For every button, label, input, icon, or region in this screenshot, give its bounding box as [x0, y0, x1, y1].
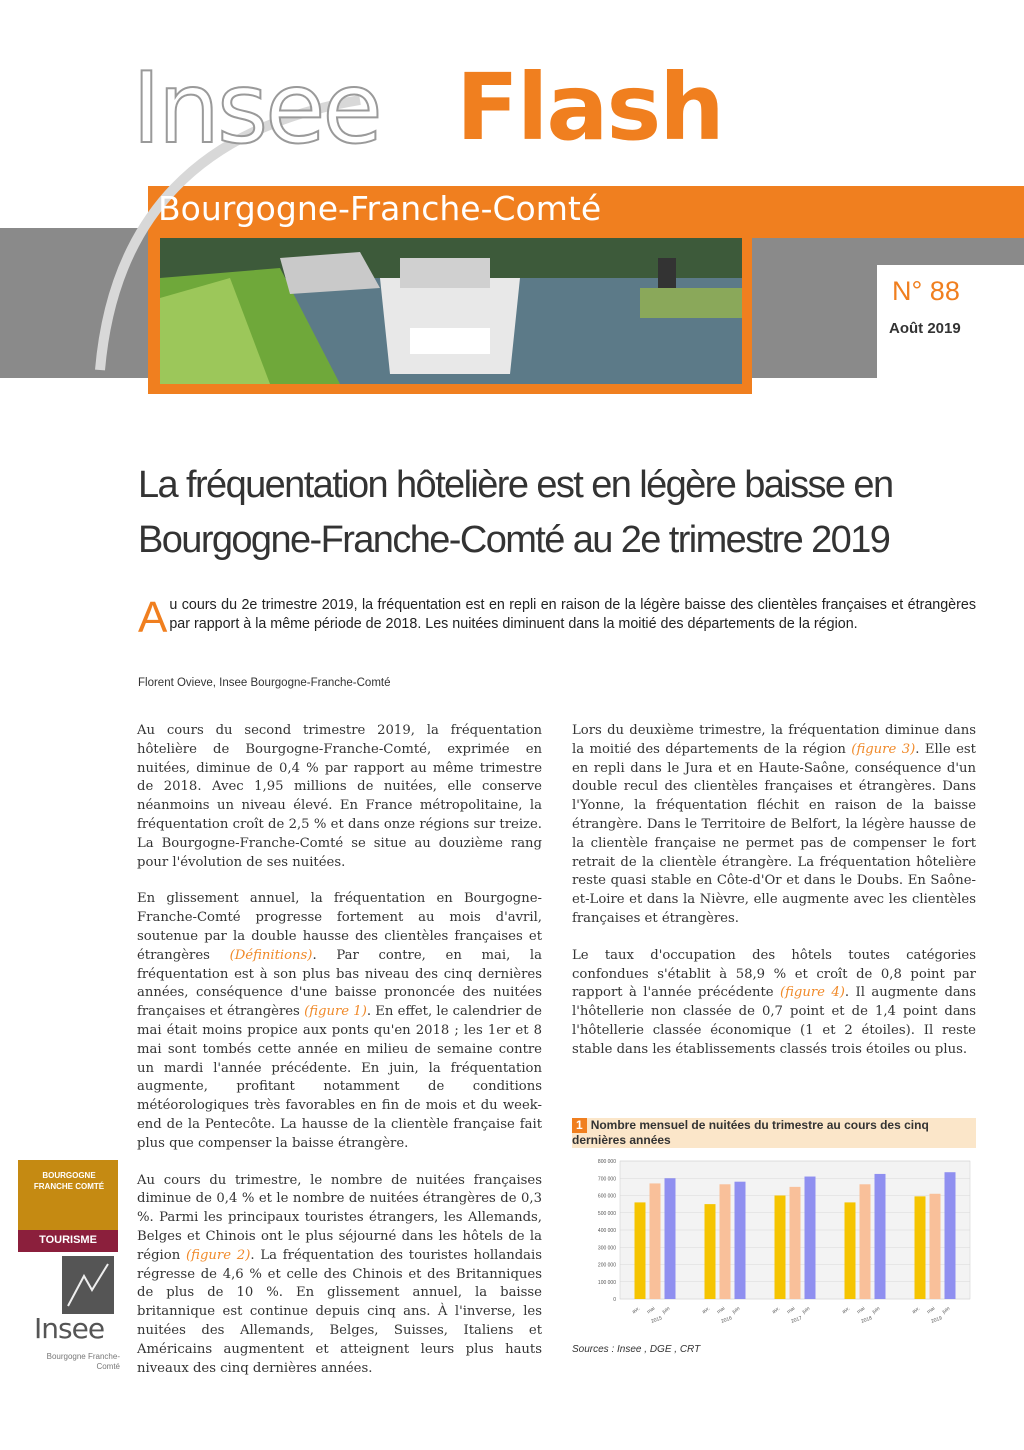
- group-label: 2018: [860, 1315, 873, 1325]
- paragraph-text: . Par contre, en mai, la fréquentation est à son plus bas niveau des cinq dernières années, conséquence d'une baisse prononcée des nuitées françaises et étrangères: [137, 947, 543, 1020]
- x-tick-label: juin: [941, 1305, 952, 1316]
- article-lead: [138, 593, 976, 642]
- paragraph-text: . Il augmente dans l'hôtellerie non classée de 0,7 point et de 1,4 point dans l'hôtellerie classée économique (1 et 2 étoiles). Il reste stable dans les établissements classés trois étoiles ou plus.: [572, 985, 977, 1057]
- bar: [915, 1196, 926, 1299]
- y-tick-label: 800 000: [597, 1159, 616, 1165]
- y-tick-label: 400 000: [597, 1228, 616, 1234]
- paragraph-text: . Elle est en repli dans le Jura et en Haute-Saône, conséquence d'un double recul des clientèles françaises et étrangères. Dans l'Yonne, la fréquentation fléchit en raison de la baisse étrangère. Dans le Territoire de Belfort, la légère hausse de la clientèle française ne permet pas de compenser le fort retrait de la clientèle étrangère. La fréquentation hôtelière reste quasi stable en Côte-d'Or et dans le Doubs. En Saône-et-Loire et dans la Nièvre, elle augmente avec les clientèles françaises et étrangères.: [572, 741, 976, 926]
- insee-logo-word: Insee: [34, 1312, 105, 1345]
- paragraph-text: Au cours du trimestre, le nombre de nuitées françaises diminue de 0,4 % et le nombre de nuitées étrangères de 0,3 %. Parmi les principaux touristes étrangers, les Allemands, Belges et Chinois ont le plus séjourné dans les hôtels de la région: [137, 1172, 542, 1263]
- article-title: La fréquentation hôtelière est en légère baisse en Bourgogne-Franche-Comté au 2e trimestre 2019: [138, 464, 893, 561]
- article-author: Florent Ovieve, Insee Bourgogne-Franche-Comté: [138, 677, 391, 689]
- insee-logo-subtitle: Bourgogne Franche-Comté: [46, 1352, 120, 1371]
- x-tick-label: avr.: [631, 1305, 642, 1316]
- bar-chart: [572, 1155, 976, 1335]
- paragraph: Au cours du second trimestre 2019, la fréquentation hôtelière de Bourgogne-Franche-Comté, exprimée en nuitées, diminue de 0,4 % par rapport au même trimestre de 2018. Avec 1,95 millions de nuitées, elle conserve néanmoins un niveau élevé. En France métropolitaine, la fréquentation croît de 2,5 % et dans onze régions sur treize. La Bourgogne-Franche-Comté se situe au douzième rang pour l'évolution de ses nuitées.: [137, 723, 542, 870]
- x-tick-label: avr.: [911, 1305, 922, 1316]
- x-tick-label: mai: [786, 1305, 797, 1316]
- figure-source: Sources : Insee , DGE , CRT: [572, 1344, 701, 1355]
- figure-4-link[interactable]: (figure 4): [779, 985, 845, 1001]
- bar: [860, 1184, 871, 1299]
- brand-insee: Insee: [132, 52, 380, 166]
- cover-photo: [160, 238, 742, 384]
- paragraph: [572, 722, 976, 929]
- bar: [775, 1196, 786, 1300]
- x-tick-label: mai: [926, 1305, 937, 1316]
- lead-dropcap: A: [138, 593, 168, 642]
- body-column-right: [572, 722, 976, 1078]
- region-name: Bourgogne-Franche-Comté: [158, 189, 602, 228]
- y-tick-label: 500 000: [597, 1210, 616, 1217]
- paragraph-text: Lors du deuxième trimestre, la fréquentation diminue dans la moitié des départements de la région: [572, 723, 976, 757]
- bfc-logo-text: BOURGOGNE FRANCHE COMTÉ: [33, 1171, 105, 1191]
- x-tick-label: juin: [661, 1305, 672, 1316]
- y-tick-label: 0: [613, 1297, 616, 1303]
- paragraph-text: . La fréquentation des touristes hollandais régresse de 4,6 % et celle des Chinois et des Britanniques de plus de 10 %. En glissement annuel, la baisse britannique est continue depuis cinq ans. À l'inverse, les nuitées des Allemands, Belges, Suisses, Italiens et Américains augmentent et atteignent leurs plus hauts niveaux des cinq dernières années.: [137, 1247, 542, 1376]
- group-label: 2015: [650, 1315, 663, 1325]
- bar: [635, 1202, 646, 1299]
- tourisme-label: TOURISME: [39, 1234, 97, 1246]
- x-tick-label: juin: [801, 1305, 812, 1316]
- y-tick-label: 100 000: [597, 1279, 616, 1286]
- issue-number: N° 88: [892, 276, 960, 306]
- y-tick-label: 200 000: [597, 1262, 616, 1269]
- bar: [875, 1174, 886, 1299]
- x-tick-label: avr.: [841, 1305, 852, 1316]
- bar: [720, 1184, 731, 1299]
- paragraph: [572, 947, 976, 1060]
- figure-title-text: Nombre mensuel de nuitées du trimestre au cours des cinq dernières années: [572, 1118, 929, 1147]
- definitions-link[interactable]: (Définitions): [229, 947, 313, 963]
- bar: [665, 1178, 676, 1299]
- group-label: 2017: [790, 1315, 803, 1325]
- paragraph: [137, 1172, 542, 1379]
- lead-text: u cours du 2e trimestre 2019, la fréquentation est en repli en raison de la légère baisse des clientèles françaises et étrangères par rapport à la même période de 2018. Les nuitées diminuent dans la moitié des départements de la région.: [169, 597, 976, 632]
- figure-3-link[interactable]: (figure 3): [851, 741, 916, 757]
- x-tick-label: avr.: [701, 1305, 712, 1316]
- paragraph-text: . En effet, le calendrier de mai était moins propice aux ponts qu'en 2018 ; les 1er et 8 mai sont tombés cette année en milieu de semaine contre un mardi l'année précédente. En juin, la fréquentation augmente, profitant notamment de conditions météorologiques très favorables en fin de mois et du week-end de la Pentecôte. La hausse de la clientèle française fait plus que compenser la baisse étrangère.: [137, 1004, 542, 1151]
- x-tick-label: mai: [856, 1305, 867, 1316]
- figure-1-link[interactable]: (figure 1): [304, 1004, 367, 1020]
- bar: [650, 1183, 661, 1299]
- bar: [845, 1202, 856, 1299]
- x-tick-label: juin: [871, 1305, 882, 1316]
- x-tick-label: avr.: [771, 1305, 782, 1316]
- figure-title: [572, 1118, 976, 1148]
- paragraph-text: En glissement annuel, la fréquentation en Bourgogne-Franche-Comté progresse fortement au mois d'avril, soutenue par la double hausse des clientèles françaises et étrangères: [137, 891, 542, 963]
- bar: [705, 1204, 716, 1299]
- figure-2-link[interactable]: (figure 2): [186, 1247, 251, 1263]
- boat-on-canal-image: [160, 238, 742, 384]
- bar: [735, 1182, 746, 1299]
- body-column-left: [137, 722, 542, 1396]
- y-tick-label: 600 000: [597, 1193, 616, 1200]
- y-tick-label: 700 000: [597, 1176, 616, 1183]
- bar: [945, 1172, 956, 1299]
- group-label: 2019: [930, 1315, 943, 1325]
- bar: [805, 1177, 816, 1299]
- brand-flash: Flash: [456, 54, 723, 161]
- bar: [790, 1187, 801, 1299]
- paragraph-text: Le taux d'occupation des hôtels toutes catégories confondues s'établit à 58,9 % et croît de 0,8 point par rapport à l'année précédente: [572, 947, 976, 1001]
- x-tick-label: juin: [731, 1305, 742, 1316]
- x-tick-label: mai: [646, 1305, 657, 1316]
- insee-logo-icon: [62, 1256, 114, 1314]
- x-tick-label: mai: [716, 1305, 727, 1316]
- figure-number: 1: [572, 1118, 587, 1133]
- issue-date: Août 2019: [889, 320, 961, 337]
- y-tick-label: 300 000: [597, 1245, 616, 1252]
- bar: [930, 1194, 941, 1299]
- paragraph: [137, 890, 542, 1153]
- group-label: 2016: [720, 1315, 733, 1325]
